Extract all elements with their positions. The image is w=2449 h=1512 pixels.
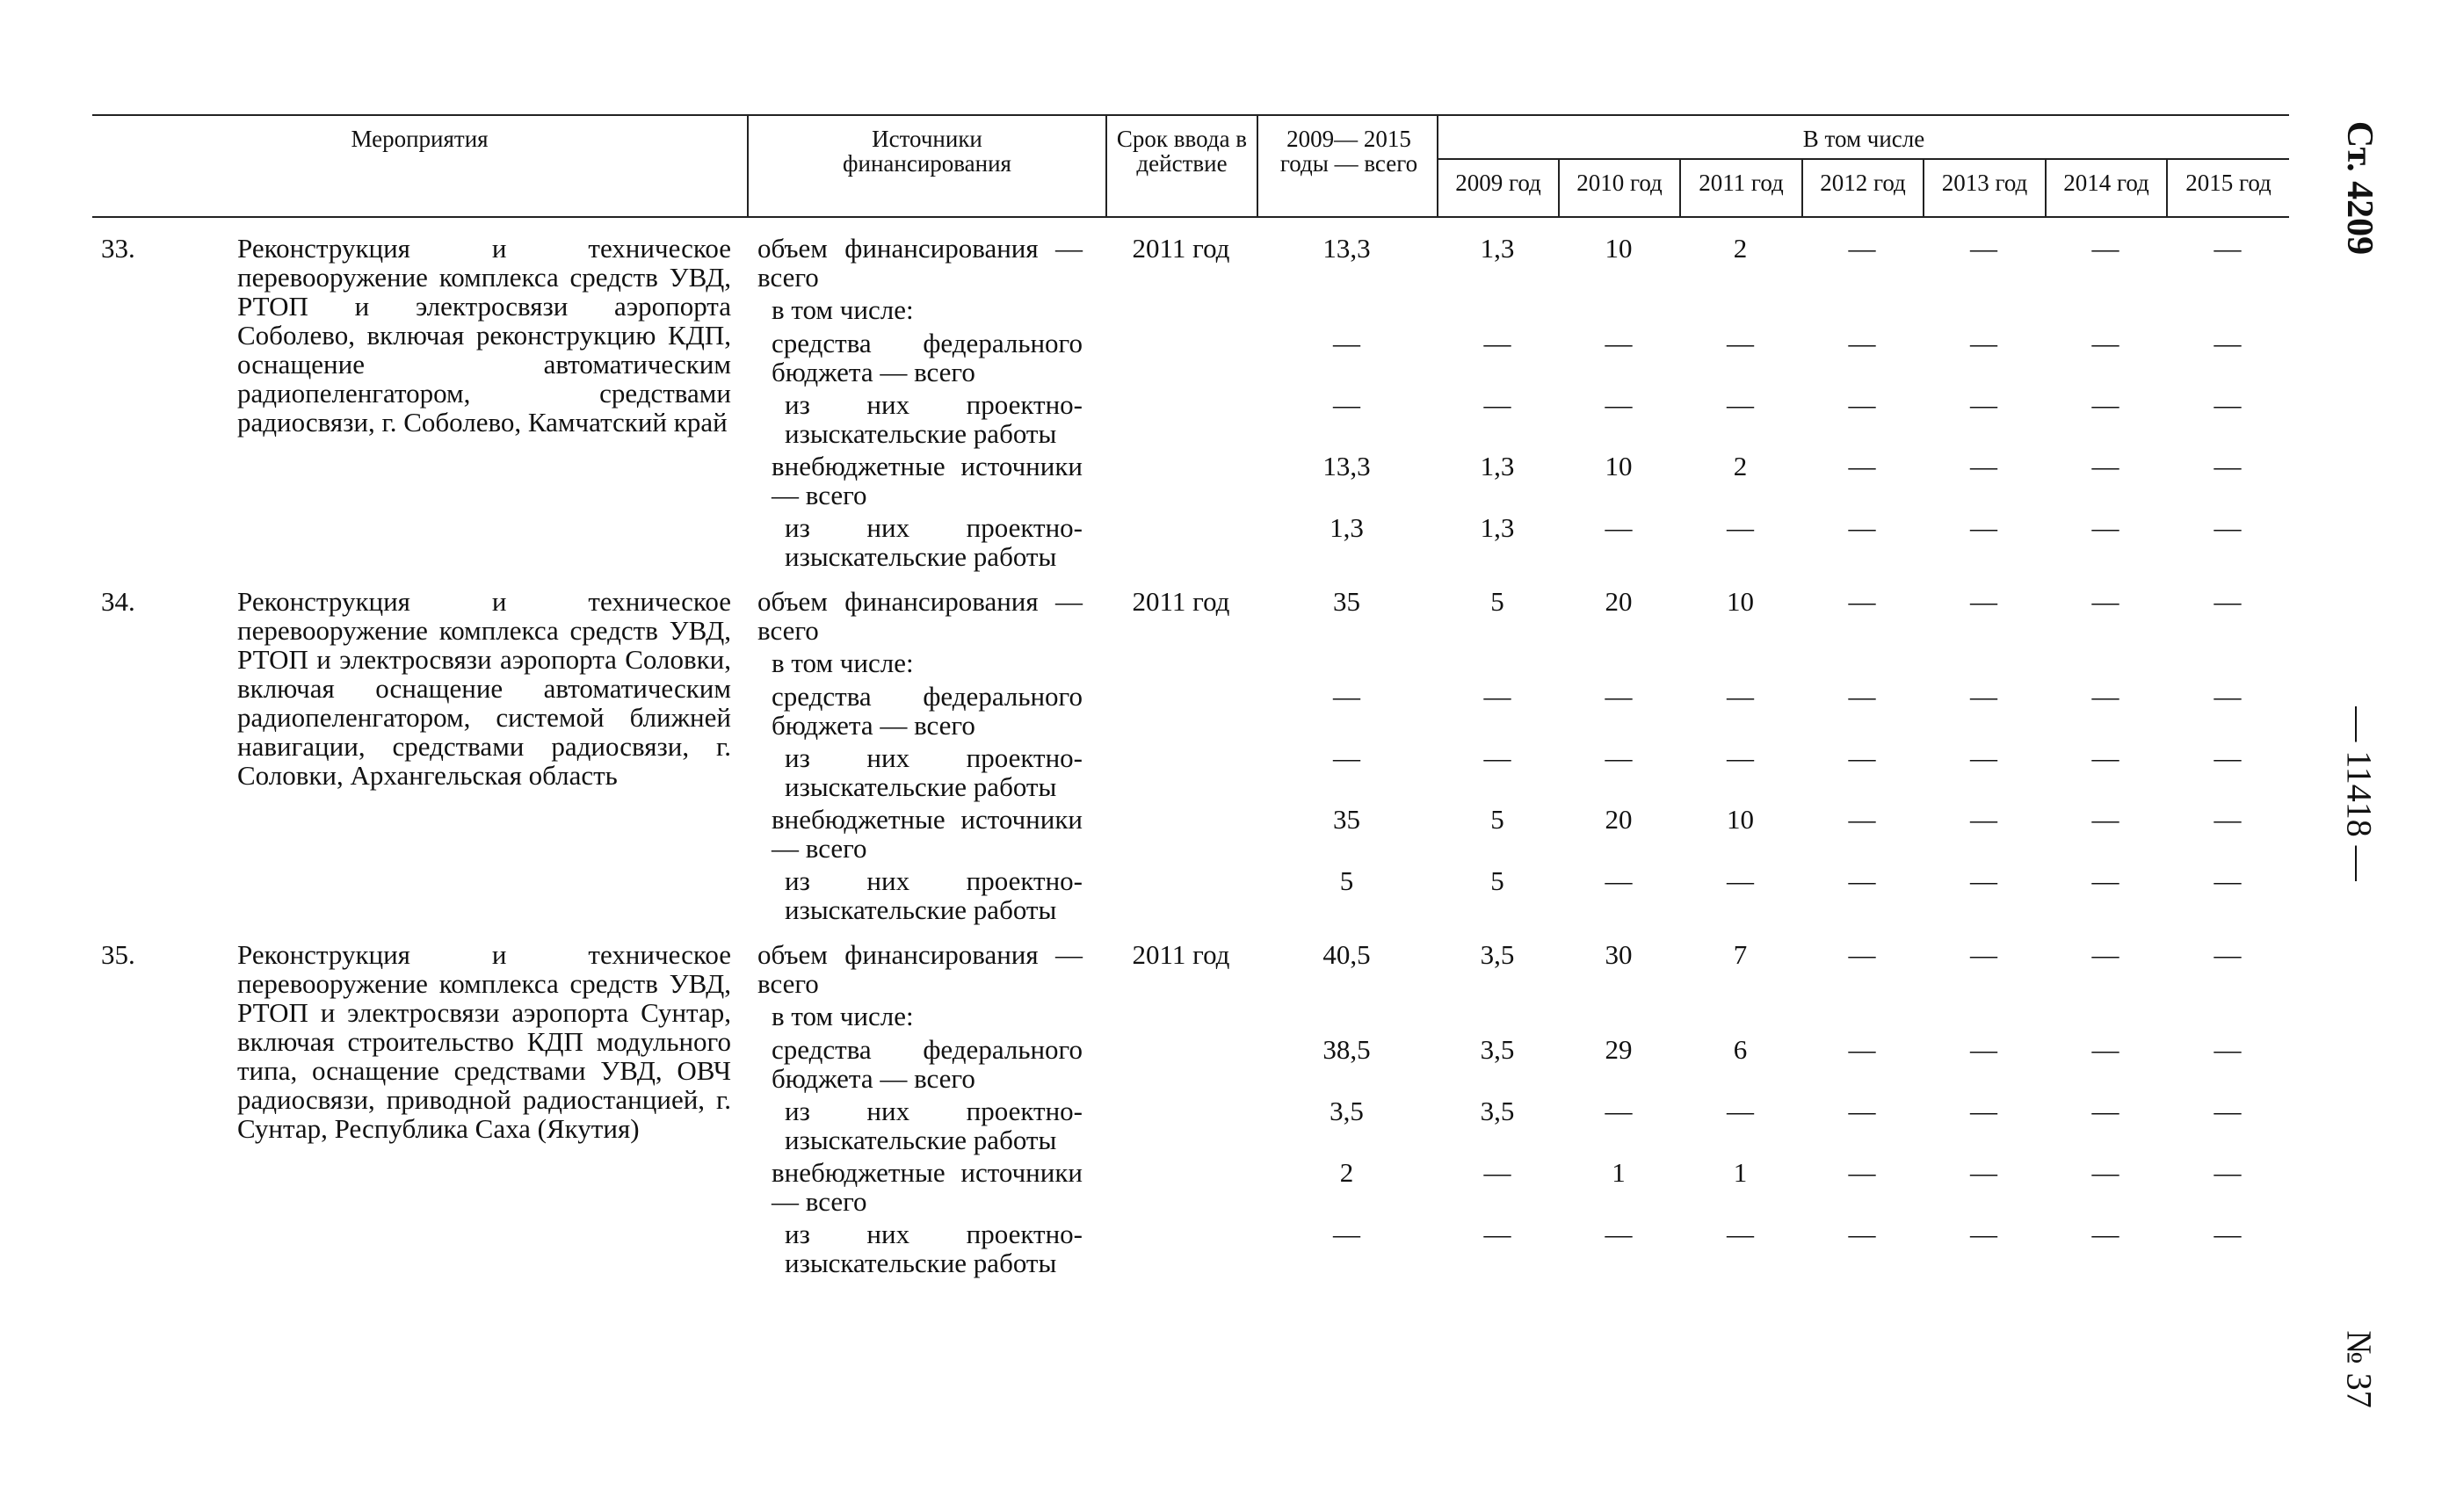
value-2012: — [1848,512,1876,543]
source-extra-design: из них проектно-изыскательские работы [785,512,1083,572]
deadline-value: 2011 год [1132,939,1230,970]
row-federal-design [92,1096,2289,1135]
value-2014: — [2091,1219,2119,1249]
source-total: объем финансирования — всего [757,586,1083,646]
source-extra: внебюджетные источники — всего [772,1157,1083,1217]
header-year: 2012 год [1820,170,1906,196]
value-2011: 2 [1733,233,1748,264]
value-2015: — [2214,742,2242,773]
row-federal-design [92,390,2289,429]
value-2011: — [1727,389,1754,420]
value-total: 40,5 [1322,939,1371,970]
value-total: 2 [1339,1157,1354,1188]
header-year: 2011 год [1699,170,1784,196]
row-extra [92,805,2289,843]
source-total: объем финансирования — всего [757,233,1083,293]
value-2010: — [1605,1096,1633,1126]
row-extra [92,1158,2289,1197]
value-total: 1,3 [1330,512,1364,543]
value-2010: — [1605,512,1633,543]
value-total: — [1333,1219,1360,1249]
header-year: 2014 год [2063,170,2149,196]
value-2009: — [1483,742,1511,773]
value-total: 13,3 [1322,451,1371,481]
header-sources: Источники финансирования [843,126,1011,177]
value-2014: — [2091,1157,2119,1188]
value-2010: 10 [1605,451,1633,481]
value-2015: — [2214,1034,2242,1065]
value-2009: — [1483,389,1511,420]
value-2009: 3,5 [1480,1034,1515,1065]
value-total: 3,5 [1330,1096,1364,1126]
value-2012: — [1848,451,1876,481]
table-header [92,114,2289,218]
value-2012: — [1848,233,1876,264]
value-2010: 30 [1605,939,1633,970]
value-2014: — [2091,451,2119,481]
value-2015: — [2214,1096,2242,1126]
item-number: 33. [101,233,135,264]
source-extra-design: из них проектно-изыскательские работы [785,1219,1083,1278]
value-2013: — [1970,1034,1997,1065]
value-2013: — [1970,1096,1997,1126]
source-including: в том числе: [772,294,914,325]
value-2010: — [1605,742,1633,773]
value-2013: — [1970,742,1997,773]
value-2013: — [1970,512,1997,543]
row-extra [92,452,2289,490]
value-2013: — [1970,389,1997,420]
value-total: — [1333,328,1360,358]
item-number: 35. [101,939,135,970]
value-2015: — [2214,939,2242,970]
value-total: — [1333,389,1360,420]
source-including: в том числе: [772,647,914,678]
value-2014: — [2091,939,2119,970]
value-2013: — [1970,586,1997,617]
value-2013: — [1970,451,1997,481]
item-description: Реконструкция и техническое перевооружение комплекса средств УВД, РТОП и электросвязи аэропорта Соболево, включая реконструкцию КДП, оснащение автоматическим радиопеленгатором, средствами радиосвязи, г. Соболево, Камчатский край [237,233,731,438]
value-2012: — [1848,1157,1876,1188]
value-2010: 20 [1605,586,1633,617]
value-2009: 1,3 [1480,451,1515,481]
value-2011: — [1727,742,1754,773]
value-2009: — [1483,328,1511,358]
row-total [92,587,2289,626]
deadline-value: 2011 год [1132,586,1230,617]
row-federal-design [92,743,2289,782]
value-2013: — [1970,804,1997,835]
value-2011: 7 [1733,939,1748,970]
value-2015: — [2214,804,2242,835]
value-2014: — [2091,865,2119,896]
value-2011: 10 [1727,586,1754,617]
value-2009: — [1483,1157,1511,1188]
row-extra-design [92,1219,2289,1258]
value-total: 35 [1333,804,1360,835]
col-divider [1105,114,1107,218]
value-2013: — [1970,939,1997,970]
value-2014: — [2091,586,2119,617]
value-2013: — [1970,1157,1997,1188]
source-federal: средства федерального бюджета — всего [772,681,1083,741]
value-2009: 5 [1490,865,1504,896]
value-2014: — [2091,328,2119,358]
value-2014: — [2091,742,2119,773]
value-2010: — [1605,865,1633,896]
value-2011: 6 [1733,1034,1748,1065]
value-2010: 20 [1605,804,1633,835]
source-including: в том числе: [772,1001,914,1031]
value-2012: — [1848,742,1876,773]
page-number: — 11418 — [2339,706,2380,881]
value-2015: — [2214,586,2242,617]
row-extra-design [92,513,2289,552]
value-2010: — [1605,681,1633,712]
value-2009: 1,3 [1480,233,1515,264]
value-2015: — [2214,512,2242,543]
header-measures: Мероприятия [351,126,489,152]
header-including: В том числе [1802,126,1925,152]
value-2013: — [1970,233,1997,264]
source-federal: средства федерального бюджета — всего [772,1034,1083,1094]
value-total: 35 [1333,586,1360,617]
value-total: — [1333,742,1360,773]
header-years-rule [1437,158,2289,160]
value-2011: 2 [1733,451,1748,481]
value-2015: — [2214,1157,2242,1188]
value-total: 13,3 [1322,233,1371,264]
col-divider [747,114,749,218]
value-2012: — [1848,328,1876,358]
value-2011: — [1727,681,1754,712]
value-2012: — [1848,865,1876,896]
value-2015: — [2214,681,2242,712]
value-total: — [1333,681,1360,712]
value-2015: — [2214,1219,2242,1249]
value-2012: — [1848,939,1876,970]
item-number: 34. [101,586,135,617]
header-deadline: Срок ввода в действие [1116,126,1248,177]
value-total: 5 [1339,865,1354,896]
value-2011: — [1727,328,1754,358]
value-2011: 1 [1733,1157,1748,1188]
source-total: объем финансирования — всего [757,939,1083,999]
value-2011: — [1727,1096,1754,1126]
value-2010: 10 [1605,233,1633,264]
source-federal-design: из них проектно-изыскательские работы [785,389,1083,449]
value-total: 38,5 [1322,1034,1371,1065]
value-2015: — [2214,865,2242,896]
value-2012: — [1848,1219,1876,1249]
value-2012: — [1848,681,1876,712]
deadline-value: 2011 год [1132,233,1230,264]
row-total [92,940,2289,979]
value-2010: — [1605,328,1633,358]
value-2009: 3,5 [1480,1096,1515,1126]
header-year: 2015 год [2185,170,2271,196]
value-2011: — [1727,512,1754,543]
value-2009: — [1483,1219,1511,1249]
issue-number: № 37 [2339,1330,2380,1408]
item-description: Реконструкция и техническое перевооружение комплекса средств УВД, РТОП и электросвязи аэропорта Сунтар, включая строительство КДП модульного типа, оснащение средствами УВД, ОВЧ радиосвязи, приводной радиостанцией, г. Сунтар, Республика Саха (Якутия) [237,939,731,1144]
header-top-rule [92,114,2289,116]
value-2014: — [2091,681,2119,712]
value-2014: — [2091,512,2119,543]
source-extra: внебюджетные источники — всего [772,804,1083,864]
value-2013: — [1970,681,1997,712]
header-year: 2010 год [1576,170,1663,196]
value-2015: — [2214,389,2242,420]
value-2014: — [2091,804,2119,835]
source-extra-design: из них проектно-изыскательские работы [785,865,1083,925]
value-2012: — [1848,1034,1876,1065]
row-federal [92,682,2289,720]
value-2013: — [1970,328,1997,358]
value-2010: — [1605,389,1633,420]
value-2014: — [2091,1096,2119,1126]
row-federal [92,329,2289,367]
source-federal-design: из них проектно-изыскательские работы [785,1096,1083,1155]
page-reference: Ст. 4209 [2339,120,2380,256]
value-2012: — [1848,804,1876,835]
value-2015: — [2214,451,2242,481]
value-2011: 10 [1727,804,1754,835]
row-total [92,234,2289,272]
value-2014: — [2091,389,2119,420]
value-2012: — [1848,586,1876,617]
value-2011: — [1727,1219,1754,1249]
value-2014: — [2091,233,2119,264]
col-divider [1257,114,1258,218]
header-total: 2009— 2015 годы — всего [1279,126,1418,177]
item-description: Реконструкция и техническое перевооружение комплекса средств УВД, РТОП и электросвязи аэропорта Соловки, включая оснащение автоматическим радиопеленгатором, системой ближней навигации, средствами радиосвязи, г. Соловки, Архангельская область [237,586,731,791]
value-2009: — [1483,681,1511,712]
value-2012: — [1848,1096,1876,1126]
header-year: 2013 год [1941,170,2028,196]
value-2009: 5 [1490,586,1504,617]
value-2009: 3,5 [1480,939,1515,970]
value-2014: — [2091,1034,2119,1065]
source-extra: внебюджетные источники — всего [772,451,1083,510]
value-2009: 1,3 [1480,512,1515,543]
value-2010: — [1605,1219,1633,1249]
value-2010: 29 [1605,1034,1633,1065]
value-2013: — [1970,1219,1997,1249]
value-2013: — [1970,865,1997,896]
header-year: 2009 год [1455,170,1541,196]
value-2015: — [2214,328,2242,358]
row-federal [92,1035,2289,1074]
value-2015: — [2214,233,2242,264]
value-2009: 5 [1490,804,1504,835]
value-2010: 1 [1612,1157,1626,1188]
value-2011: — [1727,865,1754,896]
header-bottom-rule [92,216,2289,218]
source-federal-design: из них проектно-изыскательские работы [785,742,1083,802]
source-federal: средства федерального бюджета — всего [772,328,1083,387]
value-2012: — [1848,389,1876,420]
row-extra-design [92,866,2289,905]
